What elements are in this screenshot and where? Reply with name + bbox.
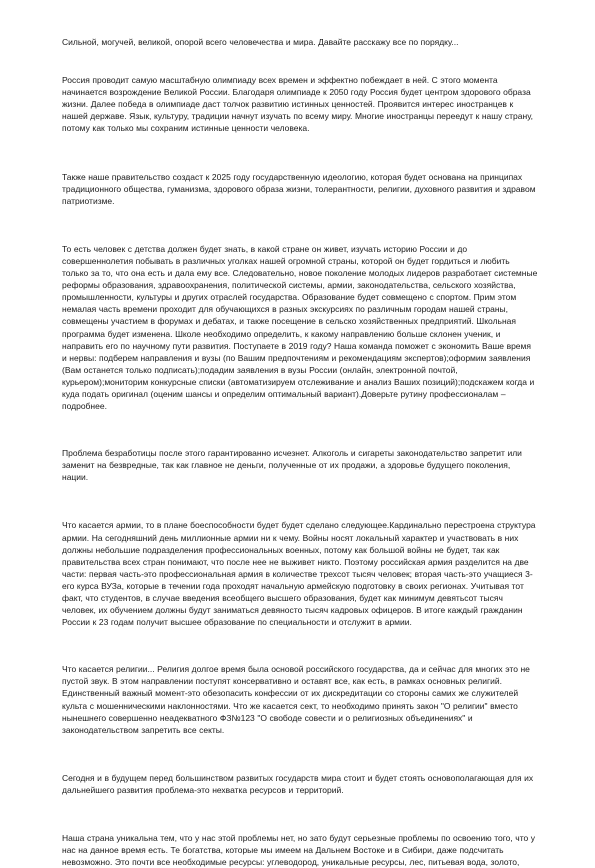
paragraph-unemployment: Проблема безработицы после этого гарантированно исчезнет. Алкоголь и сигареты законодательство запретит или заменит на безвредные, так как главное не деньги, полученные от их продажи, а здоровье будущего поколения, нации. [62,448,522,483]
paragraph-olympiad: Россия проводит самую масштабную олимпиаду всех времен и эффектно побеждает в ней. С этого момента начинается возрождение Великой России. Благодаря олимпиаде к 2050 году Россия будет центром здорового образа жизни. Далее победа в олимпиаде даст толчок развитию истинных ценностей. Проявится интерес иностранцев к нашей державе. Язык, культуру, традиции начнут изучать по всему миру. Многие иностранцы переедут к нашу страну, потому как только мы сохраним истинные ценности человека. [62,75,533,134]
paragraph-education: То есть человек с детства должен будет знать, в какой стране он живет, изучать историю России и до совершеннолетия побывать в различных уголках нашей огромной страны, которой он будет гордиться и любить только за то, что она есть и дала ему все. Следовательно, новое поколение молодых лидеров разработает системные реформы образования, здравоохранения, политической системы, армии, законодательства, сельского хозяйства, промышленности, культуры и других отраслей государства. Образование будет совмещено с спортом. Прим этом немалая часть времени проходит для обучающихся в разных экскурсиях по различным городам нашей страны, совмещены участием в форумах и дебатах, и также посещение в сельско хозяйственных предприятий. Школьная программа будет изменена. Школе необходимо определить, к какому направлению больше склонен ученик, и направить его по научному пути развития. Поступаете в 2019 году? Наша команда поможет с экономить Ваше время и нервы: подберем направления и вузы (по Вашим предпочтениям и рекомендациям экспертов);оформим заявления (Вам останется только подписать);подадим заявления в вузы России (онлайн, электронной почтой, курьером);мониторим конкурсные списки (автоматизируем отслеживание и анализ Ваших позиций);подскажем когда и куда подать оригинал (оценим шансы и определим оптимальный вариант).Доверьте рутину профессионалам – подробнее. [62,243,538,412]
paragraph-religion: Что касается религии... Религия долгое время была основой российского государства, да и сейчас для многих это не пустой звук. В этом направлении поступят консервативно и оставят все, как есть, в рамках основных религий. Единственный важный момент-это обезопасить конфессии от их дискредитации со стороны самих же служителей культа с мошенническими наклонностями. Что же касается сект, то необходимо принять закон "О религии" вместо нынешнего совершенно неадекватного ФЗ№123 "О свободе совести и о религиозных объединениях" и законодательством запретить все секты. [62,664,530,735]
paragraph-ideology: Также наше правительство создаст к 2025 году государственную идеологию, которая будет основана на принципах традиционного общества, гуманизма, здорового образа жизни, толерантности, религии, духовного развития и здравом патриотизме. [62,171,536,206]
paragraph-country-resources: Наша страна уникальна тем, что у нас этой проблемы нет, но зато будут серьезные проблемы по освоению того, что у нас на данное время есть. Те богатства, которые мы имеем на Дальнем Востоке и в Сибири, даже подсчитать невозможно. Это почти все необходимые ресурсы: углеводород, уникальные ресурсы, лес, питьевая вода, золото, [62,833,536,868]
paragraph-intro: Сильной, могучей, великой, опорой всего человечества и мира. Давайте расскажу все по порядку... [62,37,459,47]
paragraph-resources-problem: Сегодня и в будущем перед большинством развитых государств мира стоит и будет стоять основополагающая для их дальнейшего развития проблема-это нехватка ресурсов и территорий. [62,772,534,795]
paragraph-army: Что касается армии, то в плане боеспособности будет будет сделано следующее.Кардинально перестроена структура армии. На сегодняшний день миллионные армии ни к чему. Войны носят локальный характер и участвовать в них должны небольшие подразделения профессиональных военных, потому как большой войны не будет, так как правительства всех стран понимают, что после нее не выживет никто. Поэтому российская армия разделится на две части: первая часть-это профессиональная армия в количестве трехсот тысяч человек; вторая часть-это учащиеся 3-его курса ВУЗа, которые в течении года проходят начальную армейскую подготовку в своих регионах. Учитывая тот факт, что студентов, в случае введения всеобщего высшего образования, будет как минимум девятьсот тысяч человек, их обучением должны будут заниматься девяносто тысяч кадровых офицеров. В итоге каждый гражданин России к 23 годам получит высшее образование по специальности и отслужит в армии. [62,520,536,628]
document-page [62,36,538,868]
